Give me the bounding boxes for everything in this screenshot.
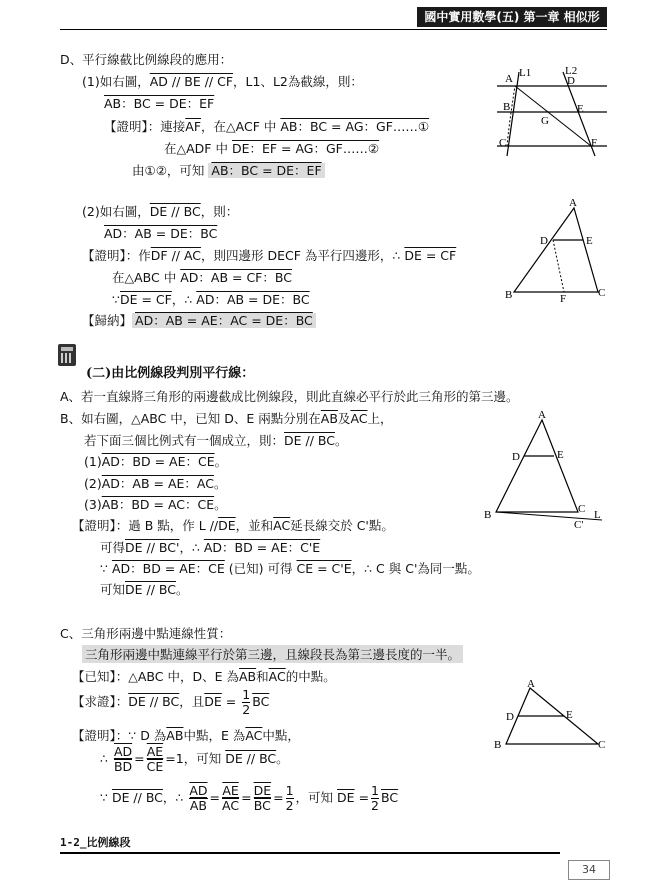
label-g: G [541, 115, 549, 127]
fig2-label-c: C [598, 287, 606, 299]
summary-line [82, 311, 316, 329]
eq-1: = [134, 751, 145, 766]
case-3 [84, 495, 227, 513]
given-b: $\overline{AB}$ [238, 669, 257, 684]
triangle-abc [514, 208, 598, 292]
b-text-b: $\overline{AB}$ [320, 411, 338, 426]
p1-proof-l1d: AB：BC = AG：GF……① [280, 119, 430, 134]
figure-midpoint [494, 680, 610, 754]
given-e: 的中點。 [285, 669, 336, 684]
period-1: 。 [276, 751, 289, 766]
prove-e: = [225, 694, 237, 709]
s2-proof3-c: (已知) 可得 [228, 561, 293, 576]
summary-text: AD：AB = AE：AC = DE：BC [132, 313, 316, 328]
line-l [496, 512, 602, 520]
de-final: $\overline{DE}$ [337, 790, 355, 805]
segment-df [553, 240, 564, 292]
s2-proof4-b: DE // BC [125, 582, 176, 597]
p2-line2-b: AD：AB = CF：BC [180, 270, 292, 285]
eq-5: = [358, 790, 370, 805]
p2-line2-a: 在△ABC 中 [112, 270, 177, 285]
section2-title: (二)由比例線段判別平行線： [86, 366, 255, 381]
p1-proof-l2b: DE：EF = AG：GF……② [231, 141, 380, 156]
b-text-d: $\overline{AC}$ [350, 411, 368, 426]
p2-proof-line3 [112, 290, 310, 308]
frac-ae: $\overline{AE}$ [146, 744, 164, 759]
label-e: E [577, 103, 584, 115]
b-line2-b: DE // BC [284, 433, 335, 448]
page-number: 34 [568, 860, 610, 880]
figure-triangle-def [504, 196, 609, 304]
f2-ac: AC [222, 798, 240, 813]
f2-de: $\overline{DE}$ [253, 783, 272, 798]
s2-proof1-b: $\overline{DE}$ [218, 518, 236, 533]
fig3-label-b: B [484, 509, 492, 521]
f2-bc: BC [253, 798, 271, 813]
case-2 [84, 474, 226, 492]
figure-parallel-lines [495, 64, 610, 159]
p2-line3-a: ∵ [112, 292, 120, 307]
p1-proof-l1c: ，在△ACF 中 [201, 119, 277, 134]
case-3-num: (3) [84, 497, 102, 512]
calculator-icon [58, 344, 76, 366]
prove-d: $\overline{DE}$ [204, 694, 222, 709]
section2-proof-3 [100, 559, 480, 577]
prove-label: 【求證】 [72, 694, 116, 709]
p2-line3-d: AD：AB = DE：BC [196, 292, 310, 307]
comma-conclude: ，可知 [295, 790, 334, 805]
frac-den: 2 [242, 702, 251, 717]
f2-ad: $\overline{AD}$ [189, 783, 208, 798]
summary-label: 【歸納】 [82, 313, 133, 328]
fig2-label-a: A [569, 197, 577, 209]
p1-proof-l1a: ：連接 [147, 119, 186, 134]
frac-ae-ce [147, 745, 164, 774]
s2-proof1-d: $\overline{AC}$ [273, 518, 291, 533]
frac-half-2 [286, 784, 294, 813]
s2-proof1-e: 延長線交於 C'點。 [290, 518, 394, 533]
section-c-title: C、三角形兩邊中點連線性質： [60, 626, 232, 641]
p2-proof-b: DF // AC [150, 248, 202, 263]
fig3-label-d: D [512, 451, 520, 463]
footer-divider [60, 852, 560, 854]
fig4-label-d: D [506, 711, 514, 723]
p2-line3-c: ，∴ [171, 292, 193, 307]
prove-a: ： [115, 694, 129, 709]
fig3-label-e: E [557, 449, 564, 461]
p2-line3-b: DE = CF [119, 292, 172, 307]
fig4-label-c: C [598, 739, 606, 751]
p2-proof-a: ：作 [125, 248, 151, 263]
c-proof1-a: ：∵ D 為 [115, 728, 167, 743]
case-1 [84, 452, 227, 470]
de-bc-parallel: DE // BC [225, 751, 277, 766]
b-text-c: 及 [337, 411, 351, 426]
frac-half-3 [371, 784, 379, 813]
case-2-num: (2) [84, 476, 102, 491]
c-proof-label: 【證明】 [72, 728, 116, 743]
proof-label-2: 【證明】 [82, 248, 126, 263]
c-proof1-e: 中點， [262, 728, 300, 743]
fig3-label-l: L [594, 509, 601, 521]
s2-proof3-b: AD：BD = AE：CE [111, 561, 225, 576]
s2-proof3-e: ，∴ C 與 C'為同一點。 [351, 561, 480, 576]
label-c: C [499, 137, 507, 149]
label-b: B [503, 101, 511, 113]
s2-proof1-a: ：過 B 點，作 L // [115, 518, 219, 533]
p1-proof-l3b: AB：BC = DE：EF [208, 163, 324, 178]
fig2-label-e: E [586, 235, 593, 247]
section-d-title: D、平行線截比例線段的應用： [60, 52, 233, 67]
c-proof1-d: $\overline{AC}$ [245, 728, 263, 743]
given-c: 和 [256, 669, 269, 684]
p1-intro-b: AD // BE // CF [149, 74, 234, 89]
given-label: 【已知】 [72, 669, 116, 684]
case-2-end: 。 [213, 476, 227, 491]
frac-ad-ab [189, 784, 207, 813]
figure-triangle-l [484, 406, 608, 532]
dashed-arc [507, 86, 515, 146]
frac-ae-ac [222, 784, 239, 813]
proof-label: 【證明】 [104, 119, 148, 134]
section-c-statement: 三角形兩邊中點連線平行於第三邊，且線段長為第三邊長度的一半。 [82, 645, 463, 663]
frac-bd: BD [113, 759, 133, 774]
section-d-p1-intro [82, 72, 363, 90]
section-c-proof-2 [100, 745, 289, 774]
fig2-label-f: F [560, 293, 567, 304]
s2-proof2-b: DE // BC' [125, 540, 180, 555]
s2-proof1-c: ，並和 [235, 518, 274, 533]
page-header: 國中實用數學(五) 第一章 相似形 [417, 7, 607, 27]
fraction-half [242, 688, 250, 717]
fig3-label-a: A [538, 409, 546, 421]
eq-one-text: =1，可知 [165, 751, 222, 766]
f3-one: 1 [371, 783, 379, 798]
b-line2-c: 。 [335, 433, 348, 448]
label-d: D [567, 75, 575, 87]
section-c-proof-3 [100, 784, 398, 813]
frac-de-bc [254, 784, 272, 813]
because-1: ∵ [100, 790, 108, 805]
section-c-proof-1 [72, 726, 300, 744]
fig2-label-b: B [505, 289, 513, 301]
comma-therefore: ，∴ [162, 790, 184, 805]
p1-intro-a: (1)如右圖， [82, 74, 150, 89]
p2-proof-line2 [112, 268, 292, 286]
case-3-text: AB：BD = AC：CE [101, 497, 215, 512]
frac-ad: $\overline{AD}$ [113, 744, 133, 759]
header-divider [60, 29, 607, 30]
section2-b-line2 [84, 431, 348, 449]
section-c-prove [72, 688, 269, 717]
b-text-e: 上， [367, 411, 393, 426]
frac-ce: CE [146, 759, 164, 774]
s2-proof3-a: ∵ [100, 561, 108, 576]
s2-proof3-d: CE = C'E [296, 561, 352, 576]
case-1-text: AD：BD = AE：CE [101, 454, 215, 469]
frac-ad-bd [114, 745, 132, 774]
section-c-given [72, 667, 336, 685]
p1-proof-l1b: $\overline{AF}$ [185, 119, 202, 134]
p2-result: AD：AB = DE：BC [104, 226, 218, 241]
section-d-p2-intro [82, 202, 238, 220]
given-d: $\overline{AC}$ [268, 669, 286, 684]
section2-proof-1 [72, 516, 394, 534]
eq-4: = [273, 790, 284, 805]
case-2-text: AD：AB = AE：AC [101, 476, 214, 491]
label-l1: L1 [519, 67, 532, 79]
therefore-1: ∴ [100, 751, 108, 766]
footer-section: 1-2_比例線段 [60, 836, 131, 849]
prove-c: ，且 [179, 694, 205, 709]
b-text-a: B、如右圖，△ABC 中，已知 D、E 兩點分別在 [60, 411, 321, 426]
s2-proof2-c: ，∴ [179, 540, 200, 555]
section2-a: A、若一直線將三角形的兩邊截成比例線段，則此直線必平行於此三角形的第三邊。 [60, 389, 519, 404]
p2-intro-a: (2)如右圖， [82, 204, 150, 219]
p1-proof-l3a: 由①②，可知 [132, 163, 205, 178]
p1-proof-line2 [164, 139, 379, 157]
f2-two: 2 [285, 798, 294, 813]
s2-proof-label: 【證明】 [72, 518, 116, 533]
fig3-label-c: C [578, 503, 586, 515]
case-1-num: (1) [84, 454, 102, 469]
p1-intro-c: ，L1、L2為截線，則： [233, 74, 363, 89]
s2-proof4-a: 可知 [100, 582, 126, 597]
p2-proof-c: ，則四邊形 DECF 為平行四邊形，∴ [201, 248, 401, 263]
f3-two: 2 [371, 798, 379, 813]
case-3-end: 。 [214, 497, 227, 512]
p1-result: AB：BC = DE：EF [104, 96, 215, 111]
section2-proof-2 [100, 538, 320, 556]
p2-proof-line1 [82, 246, 456, 264]
s2-proof2-d: AD：BD = AE：C'E [203, 540, 321, 555]
label-a: A [505, 73, 513, 85]
p1-proof-l2a: 在△ADF 中 [164, 141, 228, 156]
section2-proof-4 [100, 580, 189, 598]
fig2-label-d: D [540, 235, 548, 247]
fig4-label-a: A [527, 680, 535, 690]
frac-num: 1 [242, 687, 251, 702]
p2-proof-d: DE = CF [404, 248, 457, 263]
prove-b: DE // BC [128, 694, 180, 709]
fig4-label-e: E [566, 709, 573, 721]
eq-2: = [209, 790, 221, 805]
s2-proof4-c: 。 [176, 582, 189, 597]
f2-ab: AB [189, 798, 208, 813]
triangle-abc-3 [496, 420, 578, 512]
p2-intro-b: DE // BC [149, 204, 201, 219]
p1-proof-line3 [132, 161, 325, 179]
fig4-label-b: B [494, 739, 502, 751]
c-proof1-c: 中點，E 為 [183, 728, 246, 743]
label-l2: L2 [565, 65, 578, 77]
c-proof1-b: $\overline{AB}$ [166, 728, 184, 743]
p1-proof-line1 [104, 117, 429, 135]
label-f: F [591, 137, 598, 149]
p2-intro-c: ，則： [200, 204, 239, 219]
bc-final: $\overline{BC}$ [381, 790, 399, 805]
f2-one: 1 [285, 783, 294, 798]
case-1-end: 。 [214, 454, 228, 469]
de-bc-2: DE // BC [111, 790, 163, 805]
f2-ae: $\overline{AE}$ [222, 783, 239, 798]
section2-b-line1 [60, 409, 393, 427]
s2-proof2-a: 可得 [100, 540, 126, 555]
prove-bc: $\overline{BC}$ [252, 694, 270, 709]
fig3-label-c-prime: C' [574, 519, 584, 531]
given-a: ：△ABC 中，D、E 為 [115, 669, 239, 684]
eq-3: = [241, 790, 252, 805]
b-line2-a: 若下面三個比例式有一個成立，則： [84, 433, 285, 448]
